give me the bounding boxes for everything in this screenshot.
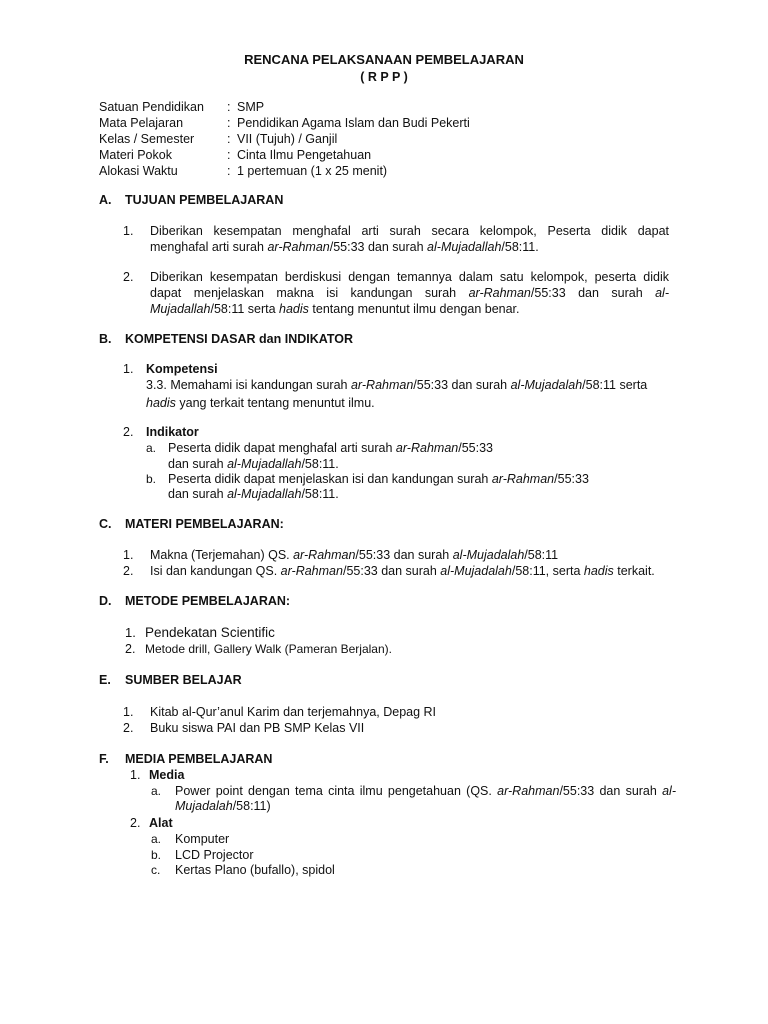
list-number: 1. bbox=[123, 362, 134, 376]
list-number: 1. bbox=[123, 224, 134, 238]
document-subtitle: ( R P P ) bbox=[360, 70, 408, 84]
section-a-letter: A. bbox=[99, 193, 112, 207]
identity-value: SMP bbox=[237, 100, 265, 114]
paragraph-line: dapat menjelaskan makna isi kandungan surah ar-Rahman/55:33 dan surah al- bbox=[150, 286, 669, 300]
subheading-indikator: Indikator bbox=[146, 425, 199, 439]
list-item: LCD Projector bbox=[175, 848, 254, 862]
subheading-kompetensi: Kompetensi bbox=[146, 362, 218, 376]
list-number: 1. bbox=[130, 768, 141, 782]
list-number: 1. bbox=[123, 705, 134, 719]
identity-label: Kelas / Semester bbox=[99, 132, 195, 146]
list-number: 2. bbox=[130, 816, 141, 830]
list-item: Kertas Plano (bufallo), spidol bbox=[175, 863, 335, 877]
list-item: Pendekatan Scientific bbox=[145, 625, 275, 640]
paragraph-line: hadis yang terkait tentang menuntut ilmu. bbox=[146, 396, 375, 410]
section-d-heading: METODE PEMBELAJARAN: bbox=[125, 594, 291, 608]
list-number: 1. bbox=[123, 548, 134, 562]
list-number: 2. bbox=[123, 564, 134, 578]
section-a-heading: TUJUAN PEMBELAJARAN bbox=[125, 193, 284, 207]
paragraph-line: dan surah al-Mujadallah/58:11. bbox=[168, 457, 339, 471]
identity-value: Pendidikan Agama Islam dan Budi Pekerti bbox=[237, 116, 470, 130]
section-f-letter: F. bbox=[99, 752, 109, 766]
sublist-mark: c. bbox=[151, 863, 161, 877]
paragraph-line: Power point dengan tema cinta ilmu pengetahuan (QS. ar-Rahman/55:33 dan surah al- bbox=[175, 784, 676, 798]
paragraph-line: Mujadallah/58:11 serta hadis tentang menuntut ilmu dengan benar. bbox=[150, 302, 520, 316]
identity-label: Alokasi Waktu bbox=[99, 164, 178, 178]
paragraph-line: Peserta didik dapat menghafal arti surah ar-Rahman/55:33 bbox=[168, 441, 493, 455]
list-item: Kitab al-Qur’anul Karim dan terjemahnya, Depag RI bbox=[150, 705, 437, 719]
identity-value: Cinta Ilmu Pengetahuan bbox=[237, 148, 372, 162]
section-c-heading: MATERI PEMBELAJARAN: bbox=[125, 517, 284, 531]
sublist-mark: a. bbox=[146, 441, 157, 455]
identity-separator: : bbox=[227, 132, 231, 146]
paragraph-line: menghafal arti surah ar-Rahman/55:33 dan surah al-Mujadallah/58:11. bbox=[150, 240, 539, 254]
identity-label: Materi Pokok bbox=[99, 148, 172, 162]
subheading-media: Media bbox=[149, 768, 185, 782]
section-e-heading: SUMBER BELAJAR bbox=[125, 673, 242, 687]
section-e-letter: E. bbox=[99, 673, 111, 687]
identity-value: VII (Tujuh) / Ganjil bbox=[237, 132, 338, 146]
sublist-mark: a. bbox=[151, 784, 162, 798]
list-number: 2. bbox=[123, 270, 134, 284]
paragraph-line: Diberikan kesempatan berdiskusi dengan temannya dalam satu kelompok, peserta didik bbox=[150, 270, 669, 284]
identity-separator: : bbox=[227, 164, 231, 178]
paragraph-line: Makna (Terjemahan) QS. ar-Rahman/55:33 dan surah al-Mujadalah/58:11 bbox=[150, 548, 559, 562]
section-d-letter: D. bbox=[99, 594, 112, 608]
list-number: 1. bbox=[125, 625, 136, 640]
list-item: Komputer bbox=[175, 832, 230, 846]
paragraph-line: Diberikan kesempatan menghafal arti surah secara kelompok, Peserta didik dapat bbox=[150, 224, 669, 238]
identity-label: Satuan Pendidikan bbox=[99, 100, 204, 114]
list-number: 2. bbox=[125, 642, 136, 656]
sublist-mark: b. bbox=[146, 472, 157, 486]
sublist-mark: b. bbox=[151, 848, 162, 862]
paragraph-line: 3.3. Memahami isi kandungan surah ar-Rahman/55:33 dan surah al-Mujadalah/58:11 serta bbox=[146, 378, 648, 392]
paragraph-line: dan surah al-Mujadallah/58:11. bbox=[168, 487, 339, 501]
section-c-letter: C. bbox=[99, 517, 112, 531]
identity-label: Mata Pelajaran bbox=[99, 116, 184, 130]
list-item: Buku siswa PAI dan PB SMP Kelas VII bbox=[150, 721, 365, 735]
sublist-mark: a. bbox=[151, 832, 162, 846]
subheading-alat: Alat bbox=[149, 816, 173, 830]
list-item: Metode drill, Gallery Walk (Pameran Berjalan). bbox=[145, 642, 392, 656]
section-b-heading: KOMPETENSI DASAR dan INDIKATOR bbox=[125, 332, 354, 346]
paragraph-line: Isi dan kandungan QS. ar-Rahman/55:33 dan surah al-Mujadalah/58:11, serta hadis terkait. bbox=[150, 564, 655, 578]
section-b-letter: B. bbox=[99, 332, 112, 346]
identity-separator: : bbox=[227, 148, 231, 162]
paragraph-line: Mujadalah/58:11) bbox=[175, 799, 271, 813]
identity-separator: : bbox=[227, 116, 231, 130]
section-f-heading: MEDIA PEMBELAJARAN bbox=[125, 752, 273, 766]
document-title: RENCANA PELAKSANAAN PEMBELAJARAN bbox=[244, 52, 524, 67]
list-number: 2. bbox=[123, 425, 134, 439]
identity-separator: : bbox=[227, 100, 231, 114]
paragraph-line: Peserta didik dapat menjelaskan isi dan kandungan surah ar-Rahman/55:33 bbox=[168, 472, 589, 486]
identity-value: 1 pertemuan (1 x 25 menit) bbox=[237, 164, 388, 178]
list-number: 2. bbox=[123, 721, 134, 735]
